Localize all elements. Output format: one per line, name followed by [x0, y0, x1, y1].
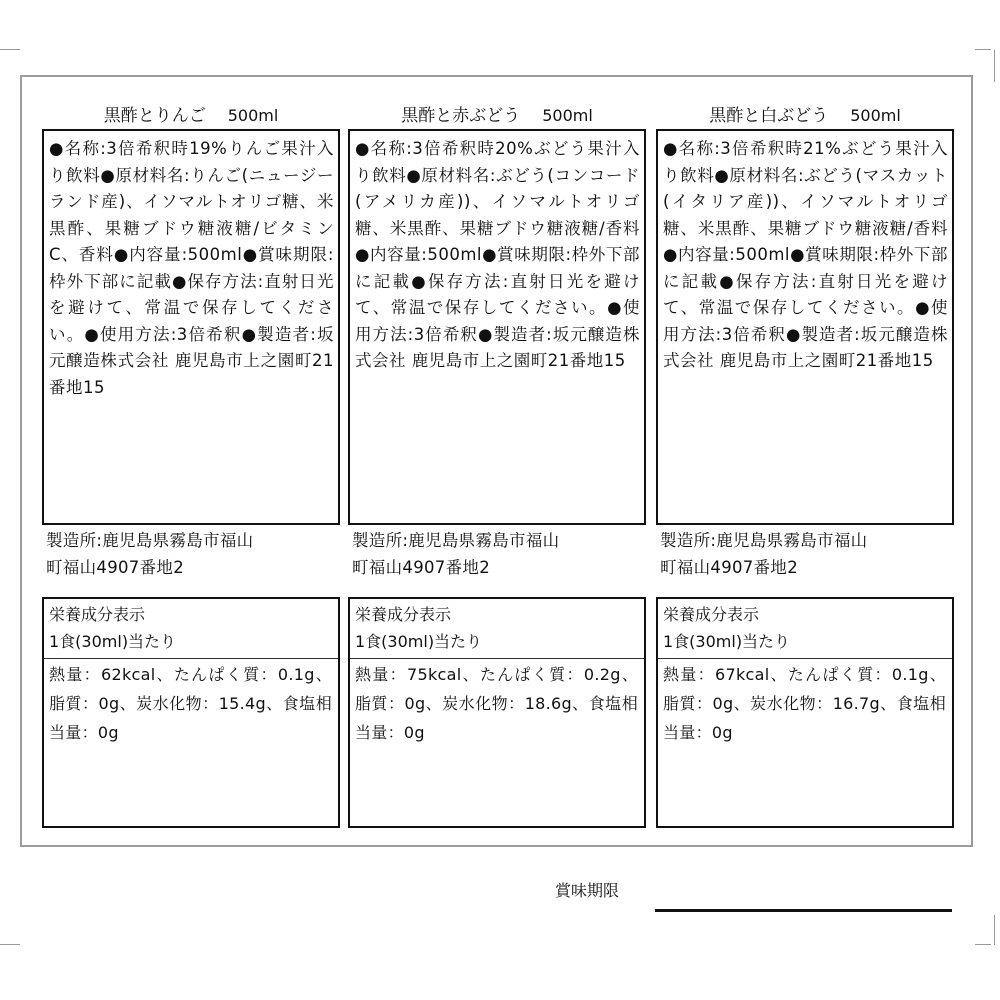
- nutrition-title: 栄養成分表示: [663, 605, 760, 624]
- crop-mark-bottom-right-h: [975, 944, 991, 945]
- factory-address: [352, 525, 644, 581]
- nutrition-title: 栄養成分表示: [355, 605, 452, 624]
- nutrition-box: [42, 597, 340, 828]
- expiry-date-line: [655, 909, 952, 912]
- nutrition-box: [656, 597, 954, 828]
- ingredients-box: [348, 129, 646, 525]
- factory-line-2: 町福山4907番地2: [660, 558, 798, 577]
- ingredients-box: [42, 129, 340, 525]
- ingredients-box: [656, 129, 954, 525]
- product-volume: 500ml: [227, 106, 279, 125]
- nutrition-serving: 1食(30ml)当たり: [663, 632, 791, 651]
- product-name: 黒酢と赤ぶどう: [401, 106, 521, 126]
- ingredients-text: ●名称:3倍希釈時19%りんご果汁入り飲料●原材料名:りんご(ニュージーランド産)、イソマルトオリゴ糖、米黒酢、果糖ブドウ糖液糖/ビタミンC、香料●内容量:500ml●賞味期限:枠外下部に記載●保存方法:直射日光を避けて、常温で保存してください。●使用方法:3倍希釈●製造者:坂元醸造株式会社 鹿児島市上之園町21番地15: [49, 139, 334, 397]
- crop-mark-bottom-right-v: [994, 915, 995, 945]
- nutrition-header: [658, 599, 952, 659]
- nutrition-values: 熱量：75kcal、たんぱく質：0.2g、脂質：0g、炭水化物：18.6g、食塩相当量：0g: [355, 665, 638, 742]
- product-name: 黒酢とりんご: [103, 106, 206, 126]
- label-column-white-grape: [656, 77, 954, 845]
- product-title: [42, 101, 340, 126]
- product-volume: 500ml: [850, 106, 901, 125]
- crop-mark-top-right-v: [994, 50, 995, 82]
- nutrition-serving: 1食(30ml)当たり: [49, 632, 177, 651]
- label-column-apple: [42, 77, 340, 845]
- crop-mark-top-left: [0, 49, 20, 50]
- nutrition-serving: 1食(30ml)当たり: [355, 632, 483, 651]
- factory-line-1: 製造所:鹿児島県霧島市福山: [660, 531, 868, 550]
- factory-line-2: 町福山4907番地2: [352, 558, 490, 577]
- label-sheet: [20, 75, 973, 847]
- factory-address: [46, 525, 338, 581]
- ingredients-text: ●名称:3倍希釈時21%ぶどう果汁入り飲料●原材料名:ぶどう(マスカット(イタリア産))、イソマルトオリゴ糖、米黒酢、果糖ブドウ糖液糖/香料●内容量:500ml●賞味期限:枠外下部に記載●保存方法:直射日光を避けて、常温で保存してください。●使用方法:3倍希釈●製造者:坂元醸造株式会社 鹿児島市上之園町21番地15: [663, 139, 948, 370]
- expiry-date-label: 賞味期限: [555, 881, 620, 900]
- crop-mark-top-right-h: [975, 49, 991, 50]
- ingredients-text: ●名称:3倍希釈時20%ぶどう果汁入り飲料●原材料名:ぶどう(コンコード(アメリカ産))、イソマルトオリゴ糖、米黒酢、果糖ブドウ糖液糖/香料●内容量:500ml●賞味期限:枠外下部に記載●保存方法:直射日光を避けて、常温で保存してください。●使用方法:3倍希釈●製造者:坂元醸造株式会社 鹿児島市上之園町21番地15: [355, 139, 640, 370]
- nutrition-title: 栄養成分表示: [49, 605, 146, 624]
- nutrition-values: 熱量：62kcal、たんぱく質：0.1g、脂質：0g、炭水化物：15.4g、食塩相当量：0g: [49, 665, 332, 742]
- nutrition-box: [348, 597, 646, 828]
- nutrition-header: [350, 599, 644, 659]
- factory-line-1: 製造所:鹿児島県霧島市福山: [352, 531, 560, 550]
- factory-line-1: 製造所:鹿児島県霧島市福山: [46, 531, 254, 550]
- product-volume: 500ml: [542, 106, 593, 125]
- factory-line-2: 町福山4907番地2: [46, 558, 184, 577]
- product-title: [656, 101, 954, 126]
- product-name: 黒酢と白ぶどう: [709, 106, 829, 126]
- label-column-red-grape: [348, 77, 646, 845]
- factory-address: [660, 525, 952, 581]
- product-title: [348, 101, 646, 126]
- crop-mark-bottom-left: [0, 944, 20, 945]
- nutrition-values: 熱量：67kcal、たんぱく質：0.1g、脂質：0g、炭水化物：16.7g、食塩相当量：0g: [663, 665, 946, 742]
- nutrition-header: [44, 599, 338, 659]
